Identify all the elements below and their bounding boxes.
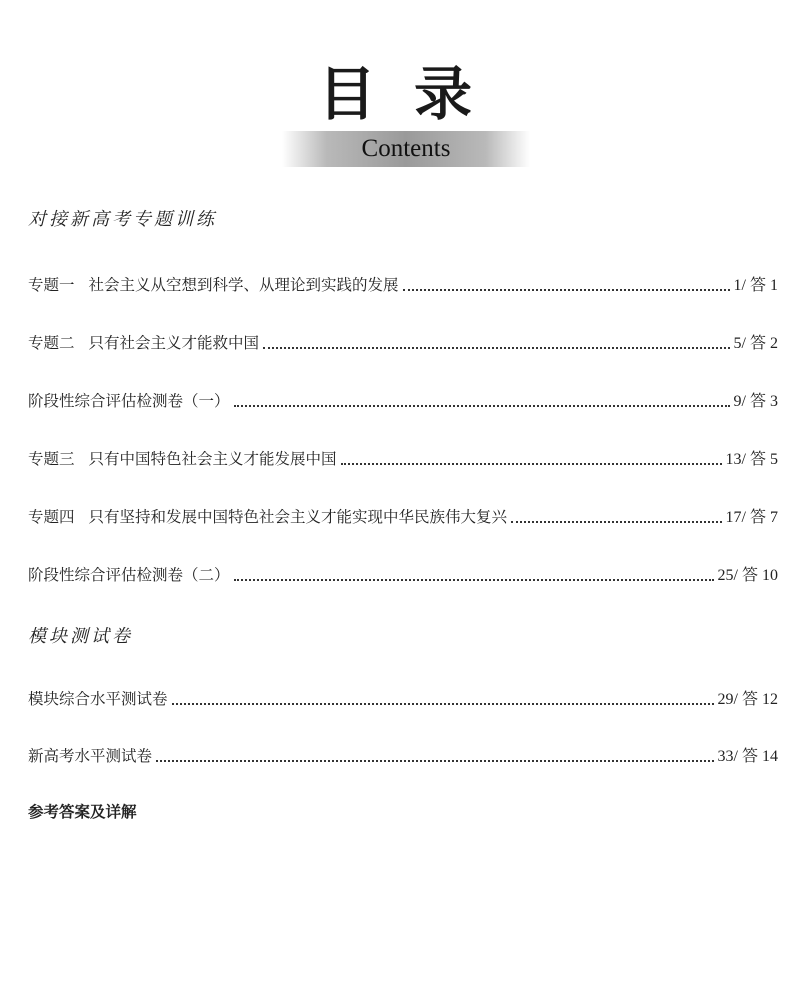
dot-leader [172,702,714,705]
toc-entry-page: 1/ 答 1 [733,277,778,294]
toc-entry-label [28,389,230,411]
toc-entry-label [28,563,230,585]
toc-entry-label [28,505,507,527]
toc-entry-title: 阶段性综合评估检测卷（一） [28,392,230,410]
dot-leader [156,759,714,762]
toc-entry-assessment-2[interactable] [28,562,778,588]
toc-entry-label [28,744,152,766]
dot-leader [234,578,714,581]
toc-entry-number: 专题二 [28,334,75,352]
toc-entry-title: 只有社会主义才能救中国 [88,334,260,352]
dot-leader [341,462,722,465]
page-subtitle: Contents [361,135,451,162]
dot-leader [403,288,730,291]
section-heading-module-tests: 模块测试卷 [28,626,133,647]
toc-entry-page: 13/ 答 5 [725,451,778,468]
answers-heading[interactable]: 参考答案及详解 [28,803,137,821]
toc-entry-topic-4[interactable] [28,504,778,530]
section-heading-topic-training: 对接新高考专题训练 [28,209,217,230]
toc-entry-title: 模块综合水平测试卷 [28,690,168,708]
toc-entry-label [28,687,168,709]
toc-entry-page: 9/ 答 3 [733,393,778,410]
toc-entry-title: 只有坚持和发展中国特色社会主义才能实现中华民族伟大复兴 [88,508,508,526]
toc-entry-topic-3[interactable] [28,446,778,472]
toc-entry-page: 25/ 答 10 [717,567,778,584]
toc-entry-title: 阶段性综合评估检测卷（二） [28,566,230,584]
toc-entry-number: 专题一 [28,276,75,294]
toc-entry-module-test[interactable] [28,686,778,712]
toc-entry-title: 只有中国特色社会主义才能发展中国 [88,450,337,468]
page-title: 目录 [317,60,510,128]
dot-leader [234,404,730,407]
toc-entry-page: 33/ 答 14 [717,748,778,765]
toc-entry-title: 新高考水平测试卷 [28,747,153,765]
toc-entry-label [28,273,399,295]
toc-entry-title: 社会主义从空想到科学、从理论到实践的发展 [88,276,399,294]
toc-entry-number: 专题三 [28,450,75,468]
toc-entry-page: 17/ 答 7 [725,509,778,526]
toc-entry-number: 专题四 [28,508,75,526]
toc-entry-topic-2[interactable] [28,330,778,356]
toc-entry-topic-1[interactable] [28,272,778,298]
toc-entry-gaokao-test[interactable] [28,743,778,769]
toc-entry-assessment-1[interactable] [28,388,778,414]
toc-entry-label [28,447,337,469]
dot-leader [263,346,730,349]
toc-entry-page: 29/ 答 12 [717,691,778,708]
toc-entry-label [28,331,259,353]
dot-leader [511,520,722,523]
toc-entry-page: 5/ 答 2 [733,335,778,352]
